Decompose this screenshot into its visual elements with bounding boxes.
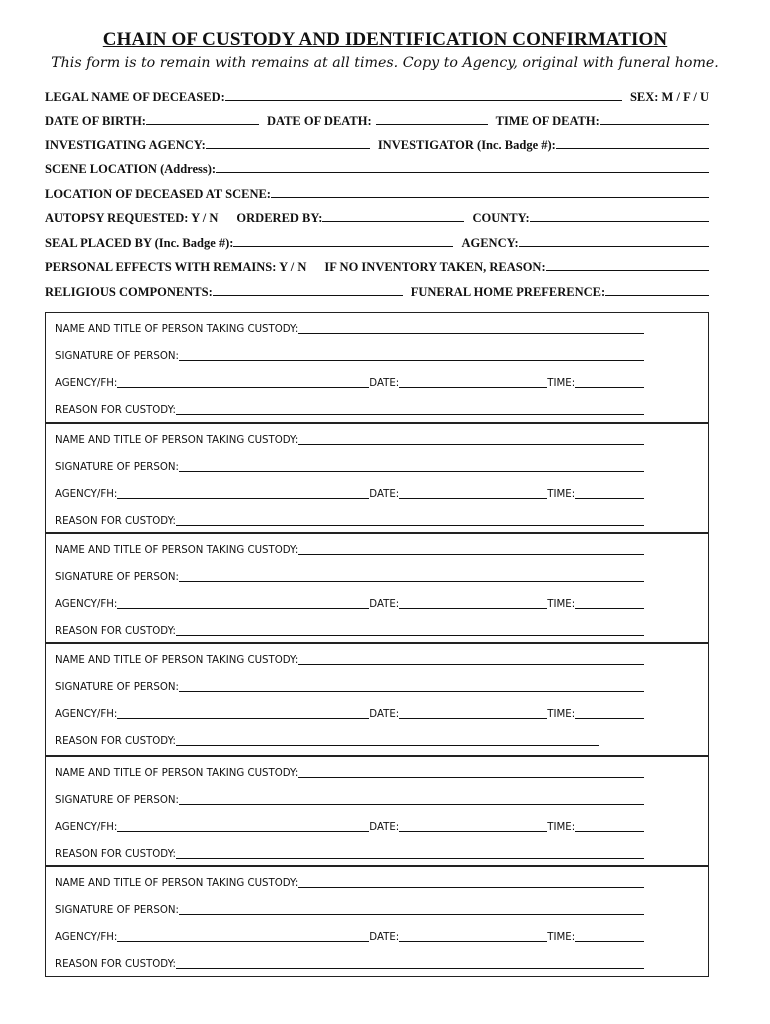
agency-fh-field[interactable] [117,717,369,719]
county-label: COUNTY: [472,211,530,225]
time-field[interactable] [575,386,644,388]
reason-field[interactable] [176,967,644,969]
agency-fh-field[interactable] [117,497,369,499]
custody-signature-row [55,347,644,363]
custody-agency-row [55,705,644,721]
ordered-by-field[interactable] [322,220,464,222]
form-subtitle: This form is to remain with remains at all times. Copy to Agency, original with funeral home. [51,55,719,71]
no-inventory-field[interactable] [546,269,709,271]
custody-name-row [55,874,644,890]
time-label: TIME: [547,932,576,943]
name-title-field[interactable] [298,663,644,665]
custody-reason-row [55,512,644,528]
name-title-field[interactable] [298,332,644,334]
form-title: CHAIN OF CUSTODY AND IDENTIFICATION CONFIRMATION [102,29,668,50]
reason-label: REASON FOR CUSTODY: [55,849,176,860]
name-title-label: NAME AND TITLE OF PERSON TAKING CUSTODY: [55,655,299,666]
signature-label: SIGNATURE OF PERSON: [55,351,179,362]
custody-name-row [55,764,644,780]
ordered-by-label: ORDERED BY: [236,211,323,225]
reason-field[interactable] [176,634,644,636]
name-title-label: NAME AND TITLE OF PERSON TAKING CUSTODY: [55,545,299,556]
location-at-scene-field[interactable] [271,196,709,198]
reason-field[interactable] [176,744,599,746]
signature-label: SIGNATURE OF PERSON: [55,572,179,583]
custody-agency-row [55,595,644,611]
time-label: TIME: [547,822,576,833]
signature-label: SIGNATURE OF PERSON: [55,682,179,693]
name-title-label: NAME AND TITLE OF PERSON TAKING CUSTODY: [55,768,299,779]
date-label: DATE: [369,599,400,610]
signature-field[interactable] [179,470,644,472]
row-legal-name [45,86,709,104]
seal-placed-by-label: SEAL PLACED BY (Inc. Badge #): [45,236,234,250]
autopsy-label[interactable]: AUTOPSY REQUESTED: Y / N [45,211,219,225]
date-field[interactable] [399,830,547,832]
time-field[interactable] [575,497,644,499]
location-at-scene-label: LOCATION OF DECEASED AT SCENE: [45,187,271,201]
agency-label: AGENCY: [461,236,519,250]
custody-signature-row [55,678,644,694]
date-field[interactable] [399,940,547,942]
row-personal-effects [45,256,709,274]
agency-fh-field[interactable] [117,386,369,388]
no-inventory-label: IF NO INVENTORY TAKEN, REASON: [324,260,546,274]
row-seal [45,232,709,250]
date-field[interactable] [399,717,547,719]
custody-signature-row [55,791,644,807]
custody-agency-row [55,818,644,834]
dod-label: DATE OF DEATH: [266,114,372,128]
reason-field[interactable] [176,857,644,859]
row-religious [45,281,709,299]
reason-field[interactable] [176,524,644,526]
reason-label: REASON FOR CUSTODY: [55,516,176,527]
date-label: DATE: [369,489,400,500]
legal-name-label: LEGAL NAME OF DECEASED: [45,90,225,104]
reason-field[interactable] [176,413,644,415]
name-title-label: NAME AND TITLE OF PERSON TAKING CUSTODY: [55,324,299,335]
investigating-agency-label: INVESTIGATING AGENCY: [45,138,206,152]
scene-location-field[interactable] [216,171,709,173]
signature-field[interactable] [179,580,644,582]
time-field[interactable] [575,607,644,609]
dod-field[interactable] [376,123,488,125]
name-title-field[interactable] [298,886,644,888]
time-label: TIME: [547,378,576,389]
reason-label: REASON FOR CUSTODY: [55,736,176,747]
custody-name-row [55,431,644,447]
custody-name-row [55,320,644,336]
custody-reason-row [55,622,644,638]
row-investigating [45,134,709,152]
time-label: TIME: [547,599,576,610]
agency-fh-field[interactable] [117,940,369,942]
signature-label: SIGNATURE OF PERSON: [55,462,179,473]
row-autopsy [45,207,709,225]
seal-placed-by-field[interactable] [233,245,453,247]
date-field[interactable] [399,386,547,388]
custody-signature-row [55,901,644,917]
custody-reason-row [55,732,599,748]
custody-reason-row [55,401,644,417]
signature-field[interactable] [179,359,644,361]
name-title-field[interactable] [298,443,644,445]
funeral-home-field[interactable] [605,294,709,296]
dob-field[interactable] [146,123,259,125]
dob-label: DATE OF BIRTH: [45,114,146,128]
row-dates [45,110,709,128]
funeral-home-label: FUNERAL HOME PREFERENCE: [410,285,606,299]
name-title-field[interactable] [298,776,644,778]
investigating-agency-field[interactable] [206,147,370,149]
custody-reason-row [55,845,644,861]
agency-fh-label: AGENCY/FH: [55,932,118,943]
agency-fh-field[interactable] [117,607,369,609]
signature-field[interactable] [179,690,644,692]
date-label: DATE: [369,932,400,943]
tod-field[interactable] [600,123,709,125]
date-label: DATE: [369,709,400,720]
time-field[interactable] [575,940,644,942]
agency-fh-label: AGENCY/FH: [55,489,118,500]
row-scene-location [45,158,709,176]
custody-signature-row [55,458,644,474]
county-field[interactable] [530,220,709,222]
agency-fh-label: AGENCY/FH: [55,599,118,610]
name-title-field[interactable] [298,553,644,555]
time-field[interactable] [575,830,644,832]
agency-fh-label: AGENCY/FH: [55,709,118,720]
agency-fh-label: AGENCY/FH: [55,378,118,389]
name-title-label: NAME AND TITLE OF PERSON TAKING CUSTODY: [55,435,299,446]
personal-effects-label[interactable]: PERSONAL EFFECTS WITH REMAINS: Y / N [45,260,307,274]
agency-fh-field[interactable] [117,830,369,832]
tod-label: TIME OF DEATH: [495,114,600,128]
signature-label: SIGNATURE OF PERSON: [55,795,179,806]
custody-name-row [55,651,644,667]
custody-name-row [55,541,644,557]
reason-label: REASON FOR CUSTODY: [55,959,176,970]
signature-field[interactable] [179,913,644,915]
custody-agency-row [55,928,644,944]
agency-fh-label: AGENCY/FH: [55,822,118,833]
name-title-label: NAME AND TITLE OF PERSON TAKING CUSTODY: [55,878,299,889]
time-field[interactable] [575,717,644,719]
reason-label: REASON FOR CUSTODY: [55,626,176,637]
investigator-label: INVESTIGATOR (Inc. Badge #): [377,138,556,152]
religious-label: RELIGIOUS COMPONENTS: [45,285,213,299]
signature-label: SIGNATURE OF PERSON: [55,905,179,916]
signature-field[interactable] [179,803,644,805]
time-label: TIME: [547,489,576,500]
sex-label[interactable]: SEX: M / F / U [629,90,709,104]
custody-agency-row [55,374,644,390]
religious-field[interactable] [213,294,403,296]
investigator-field[interactable] [556,147,709,149]
date-label: DATE: [369,822,400,833]
row-location-at-scene [45,183,709,201]
legal-name-field[interactable] [225,99,622,101]
custody-agency-row [55,485,644,501]
agency-field[interactable] [519,245,709,247]
date-field[interactable] [399,607,547,609]
date-label: DATE: [369,378,400,389]
reason-label: REASON FOR CUSTODY: [55,405,176,416]
custody-signature-row [55,568,644,584]
time-label: TIME: [547,709,576,720]
scene-location-label: SCENE LOCATION (Address): [45,162,217,176]
custody-reason-row [55,955,644,971]
date-field[interactable] [399,497,547,499]
